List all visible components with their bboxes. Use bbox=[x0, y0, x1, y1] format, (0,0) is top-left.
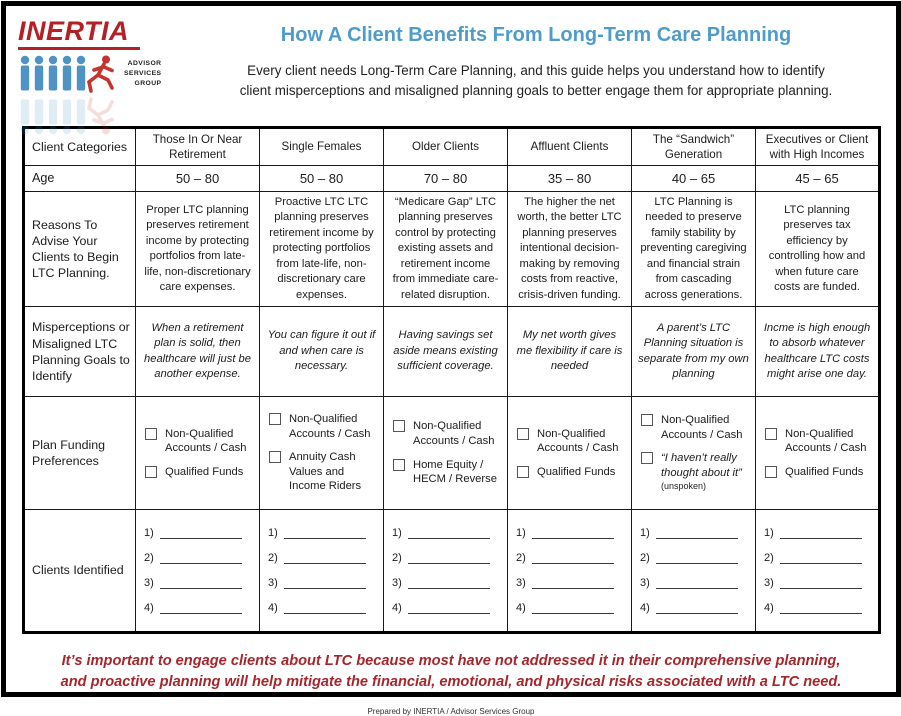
misperceptions-row-label: Misperceptions or Misaligned LTC Planning Goals to Identify bbox=[24, 307, 136, 397]
client-line bbox=[144, 552, 251, 564]
column-header: Affluent Clients bbox=[508, 128, 632, 166]
callout-line: It’s important to engage clients about LTC because most have not addressed it in their comprehensive planning, bbox=[61, 652, 841, 669]
misperception-cell: My net worth gives me flexibility if care is needed bbox=[508, 307, 632, 397]
client-line-number: 4) bbox=[764, 601, 774, 614]
checkbox[interactable] bbox=[765, 428, 777, 440]
funding-option bbox=[765, 465, 872, 480]
client-blank-line[interactable] bbox=[780, 527, 862, 539]
checkbox[interactable] bbox=[393, 459, 405, 471]
checkbox[interactable] bbox=[641, 414, 653, 426]
table-row-funding bbox=[24, 397, 880, 510]
funding-option-label: Non-Qualified Accounts / Cash bbox=[537, 427, 619, 455]
misperception-cell: Incme is high enough to absorb whatever healthcare LTC costs might arise one day. bbox=[756, 307, 880, 397]
client-line-number: 3) bbox=[764, 576, 774, 589]
tagline-line: SERVICES bbox=[124, 69, 162, 77]
clients-cell bbox=[136, 509, 260, 632]
client-line-number: 3) bbox=[392, 576, 402, 589]
funding-option bbox=[517, 465, 625, 480]
client-blank-line[interactable] bbox=[532, 552, 614, 564]
subtitle-line: Every client needs Long-Term Care Planning, and this guide helps you understand how to identify bbox=[247, 63, 825, 78]
logo-figures-row bbox=[18, 53, 184, 111]
client-line bbox=[268, 527, 375, 539]
checkbox[interactable] bbox=[517, 428, 529, 440]
client-line-number: 1) bbox=[640, 526, 650, 539]
runner-icon bbox=[89, 56, 112, 92]
logo-tagline bbox=[124, 59, 161, 89]
table-wrapper bbox=[6, 126, 896, 634]
funding-option bbox=[145, 465, 253, 480]
funding-option-label: Qualified Funds bbox=[537, 465, 616, 478]
client-blank-line[interactable] bbox=[780, 552, 862, 564]
inertia-logo bbox=[6, 18, 184, 111]
client-blank-line[interactable] bbox=[780, 602, 862, 614]
funding-cell bbox=[632, 397, 756, 510]
column-header: Those In Or Near Retirement bbox=[136, 128, 260, 166]
client-line-number: 2) bbox=[268, 551, 278, 564]
funding-option-label: Non-Qualified Accounts / Cash bbox=[661, 414, 743, 441]
column-header: Older Clients bbox=[384, 128, 508, 166]
reason-cell: Proper LTC planning preserves retirement income by protecting portfolios from late-life, non-discretionary care expenses. bbox=[136, 192, 260, 307]
client-blank-line[interactable] bbox=[408, 602, 490, 614]
client-blank-line[interactable] bbox=[408, 527, 490, 539]
column-header: Executives or Client with High Incomes bbox=[756, 128, 880, 166]
tagline-line: ADVISOR bbox=[127, 60, 162, 67]
funding-cell bbox=[508, 397, 632, 510]
clients-cell bbox=[756, 509, 880, 632]
client-blank-line[interactable] bbox=[532, 577, 614, 589]
client-line bbox=[764, 527, 870, 539]
client-line bbox=[144, 527, 251, 539]
client-blank-line[interactable] bbox=[160, 602, 242, 614]
clients-row-label: Clients Identified bbox=[24, 509, 136, 632]
client-line-number: 1) bbox=[268, 526, 278, 539]
funding-cell bbox=[756, 397, 880, 510]
column-header: Single Females bbox=[260, 128, 384, 166]
funding-option bbox=[641, 451, 749, 493]
client-line bbox=[640, 527, 747, 539]
ltc-planning-table bbox=[22, 126, 881, 634]
tagline-line: GROUP bbox=[134, 79, 162, 87]
age-cell: 50 – 80 bbox=[136, 166, 260, 192]
client-blank-line[interactable] bbox=[532, 527, 614, 539]
client-line-number: 1) bbox=[144, 526, 154, 539]
page-subtitle bbox=[184, 61, 888, 101]
page-title: How A Client Benefits From Long-Term Care Planning bbox=[280, 24, 792, 46]
people-figures-icon bbox=[18, 53, 122, 111]
client-blank-line[interactable] bbox=[284, 527, 366, 539]
funding-option bbox=[269, 450, 377, 494]
client-blank-line[interactable] bbox=[656, 577, 738, 589]
client-blank-line[interactable] bbox=[656, 552, 738, 564]
client-line bbox=[144, 577, 251, 589]
age-row-label: Age bbox=[24, 166, 136, 192]
logo-underline bbox=[18, 47, 140, 50]
client-line bbox=[516, 602, 623, 614]
funding-option bbox=[765, 427, 872, 456]
client-line-number: 2) bbox=[144, 551, 154, 564]
funding-option-label: Qualified Funds bbox=[165, 465, 244, 478]
client-blank-line[interactable] bbox=[780, 577, 862, 589]
funding-option-label: Home Equity / HECM / Reverse bbox=[413, 458, 497, 486]
checkbox[interactable] bbox=[641, 452, 653, 464]
funding-option-label: Qualified Funds bbox=[785, 465, 864, 478]
misperception-cell: Having savings set aside means existing sufficient coverage. bbox=[384, 307, 508, 397]
client-blank-line[interactable] bbox=[532, 602, 614, 614]
logo-brand-text: INERTIA bbox=[18, 16, 130, 46]
age-cell: 40 – 65 bbox=[632, 166, 756, 192]
funding-option bbox=[517, 427, 625, 456]
funding-option bbox=[269, 412, 377, 441]
client-line bbox=[764, 602, 870, 614]
client-line bbox=[516, 577, 623, 589]
funding-option bbox=[393, 419, 501, 448]
client-line-number: 1) bbox=[392, 526, 402, 539]
client-line bbox=[516, 527, 623, 539]
client-blank-line[interactable] bbox=[284, 552, 366, 564]
client-line bbox=[268, 552, 375, 564]
client-line bbox=[516, 552, 623, 564]
checkbox[interactable] bbox=[393, 420, 405, 432]
subtitle-line: client misperceptions and misaligned planning goals to better engage them for appropriate planning. bbox=[239, 83, 833, 99]
clients-cell bbox=[384, 509, 508, 632]
reason-cell: Proactive LTC LTC planning preserves retirement income by protecting portfolios from late-life, non-discretionary care expenses. bbox=[260, 192, 384, 307]
funding-option-label: Non-Qualified Accounts / Cash bbox=[289, 413, 371, 440]
client-line bbox=[764, 577, 870, 589]
client-blank-line[interactable] bbox=[160, 527, 242, 539]
client-line-number: 2) bbox=[516, 551, 526, 564]
client-line-number: 2) bbox=[392, 551, 402, 564]
age-cell: 50 – 80 bbox=[260, 166, 384, 192]
checkbox[interactable] bbox=[145, 466, 157, 478]
client-line bbox=[392, 602, 499, 614]
table-row-misperceptions bbox=[24, 307, 880, 397]
client-blank-line[interactable] bbox=[284, 602, 366, 614]
client-line bbox=[392, 527, 499, 539]
column-header: The “Sandwich” Generation bbox=[632, 128, 756, 166]
callout-text bbox=[6, 651, 896, 693]
checkbox[interactable] bbox=[765, 466, 777, 478]
funding-cell bbox=[260, 397, 384, 510]
funding-option bbox=[393, 458, 501, 487]
corner-cell-client-categories: Client Categories bbox=[24, 128, 136, 166]
funding-option-label: Non-Qualified Accounts / Cash bbox=[785, 427, 867, 455]
prepared-by-text: Prepared by INERTIA / Advisor Services Group bbox=[367, 707, 535, 716]
misperception-cell: A parent’s LTC Planning situation is separate from my own planning bbox=[632, 307, 756, 397]
client-line bbox=[268, 577, 375, 589]
age-cell: 70 – 80 bbox=[384, 166, 508, 192]
header bbox=[6, 18, 896, 118]
table-row-clients bbox=[24, 509, 880, 632]
funding-option-label: Non-Qualified Accounts / Cash bbox=[413, 420, 495, 448]
reason-cell: “Medicare Gap” LTC planning preserves control by protecting existing assets and retirement income from immediate care-related disruption. bbox=[384, 192, 508, 307]
client-line bbox=[640, 602, 747, 614]
table-row-reasons bbox=[24, 192, 880, 307]
checkbox[interactable] bbox=[269, 413, 281, 425]
funding-option-label: Annuity Cash Values and Income Riders bbox=[289, 451, 362, 493]
clients-cell bbox=[508, 509, 632, 632]
age-cell: 45 – 65 bbox=[756, 166, 880, 192]
reasons-row-label: Reasons To Advise Your Clients to Begin LTC Planning. bbox=[24, 192, 136, 307]
client-line-number: 3) bbox=[640, 576, 650, 589]
reason-cell: LTC Planning is needed to preserve family stability by preventing caregiving and financial strain from cascading across generations. bbox=[632, 192, 756, 307]
funding-cell bbox=[384, 397, 508, 510]
client-line-number: 4) bbox=[640, 601, 650, 614]
callout-line: and proactive planning will help mitigate the financial, emotional, and physical risks associated with a LTC need. bbox=[60, 674, 842, 691]
client-line bbox=[640, 577, 747, 589]
table-header-row bbox=[24, 128, 880, 166]
funding-option-note: (unspoken) bbox=[661, 481, 707, 492]
funding-cell bbox=[136, 397, 260, 510]
funding-option-label: Non-Qualified Accounts / Cash bbox=[165, 427, 247, 455]
client-line-number: 4) bbox=[392, 601, 402, 614]
client-line bbox=[392, 577, 499, 589]
client-line bbox=[764, 552, 870, 564]
page bbox=[1, 1, 901, 716]
client-line-number: 4) bbox=[268, 601, 278, 614]
misperception-cell: When a retirement plan is solid, then healthcare will just be another expense. bbox=[136, 307, 260, 397]
checkbox[interactable] bbox=[517, 466, 529, 478]
funding-option bbox=[145, 427, 253, 456]
checkbox[interactable] bbox=[145, 428, 157, 440]
client-line-number: 2) bbox=[764, 551, 774, 564]
client-blank-line[interactable] bbox=[160, 577, 242, 589]
checkbox[interactable] bbox=[269, 451, 281, 463]
client-line-number: 1) bbox=[764, 526, 774, 539]
client-line-number: 3) bbox=[144, 576, 154, 589]
funding-option bbox=[641, 413, 749, 442]
misperception-cell: You can figure it out if and when care is necessary. bbox=[260, 307, 384, 397]
client-blank-line[interactable] bbox=[656, 602, 738, 614]
client-line bbox=[144, 602, 251, 614]
clients-cell bbox=[632, 509, 756, 632]
table-row-age bbox=[24, 166, 880, 192]
reason-cell: LTC planning preserves tax efficiency by controlling how and when future care costs are funded. bbox=[756, 192, 880, 307]
client-line bbox=[268, 602, 375, 614]
funding-option-label: “I haven’t really thought about it” (unspoken) bbox=[661, 451, 749, 493]
clients-cell bbox=[260, 509, 384, 632]
client-blank-line[interactable] bbox=[408, 577, 490, 589]
funding-row-label: Plan Funding Preferences bbox=[24, 397, 136, 510]
client-line-number: 2) bbox=[640, 551, 650, 564]
client-blank-line[interactable] bbox=[160, 552, 242, 564]
client-line-number: 3) bbox=[516, 576, 526, 589]
client-line bbox=[392, 552, 499, 564]
client-line-number: 3) bbox=[268, 576, 278, 589]
client-blank-line[interactable] bbox=[284, 577, 366, 589]
title-block bbox=[184, 18, 896, 101]
reason-cell: The higher the net worth, the better LTC planning preserves intentional decision-making by removing costs from reactive, crisis-driven funding. bbox=[508, 192, 632, 307]
client-line-number: 4) bbox=[144, 601, 154, 614]
client-line bbox=[640, 552, 747, 564]
age-cell: 35 – 80 bbox=[508, 166, 632, 192]
client-blank-line[interactable] bbox=[408, 552, 490, 564]
client-line-number: 4) bbox=[516, 601, 526, 614]
client-blank-line[interactable] bbox=[656, 527, 738, 539]
client-line-number: 1) bbox=[516, 526, 526, 539]
